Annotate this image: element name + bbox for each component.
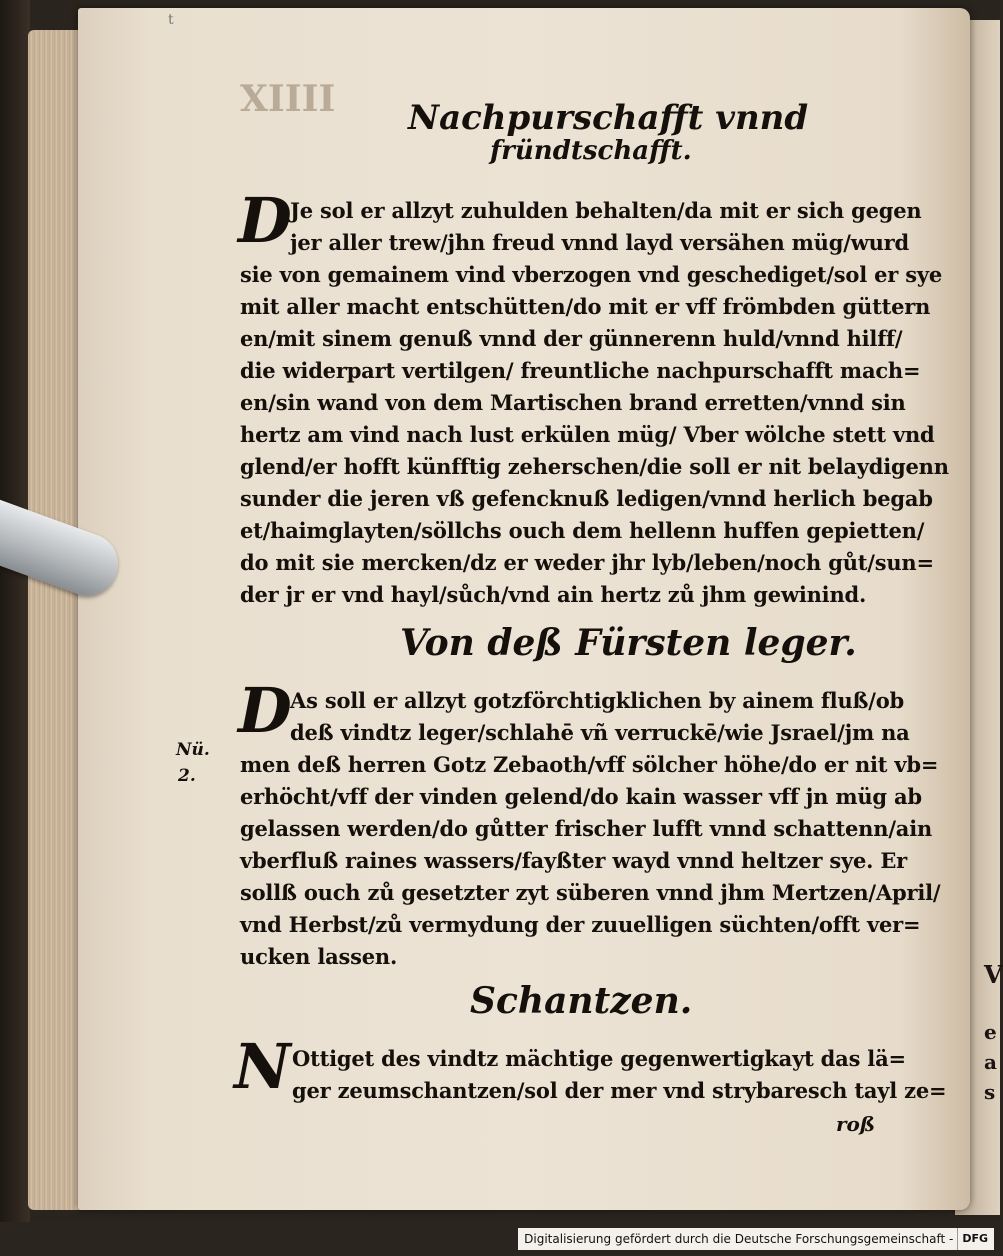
text-line: jer aller trew/jhn freud vnnd layd versähen müg/wurd [290, 230, 909, 255]
funding-credit [518, 1228, 994, 1250]
drop-initial-section3: N [234, 1030, 291, 1103]
text-line: do mit sie mercken/dz er weder jhr lyb/leben/noch gůt/sun= [240, 550, 934, 575]
drop-initial-section2: D [238, 674, 292, 747]
text-line: mit aller macht entschütten/do mit er vff frömbden güttern [240, 294, 931, 319]
text-line: deß vindtz leger/schlahē vñ verruckē/wie Jsrael/jm na [290, 720, 910, 745]
corner-mark: t [168, 12, 174, 28]
text-line: die widerpart vertilgen/ freuntliche nachpurschafft mach= [240, 358, 921, 383]
text-line: en/mit sinem genuß vnnd der günnerenn huld/vnnd hilff/ [240, 326, 903, 351]
text-line: en/sin wand von dem Martischen brand erretten/vnnd sin [240, 390, 906, 415]
text-line: vberfluß raines wassers/fayßter wayd vnnd heltzer sye. Er [240, 848, 908, 873]
text-line: et/haimglayten/söllchs ouch dem hellenn huffen gepietten/ [240, 518, 925, 543]
text-line: glend/er hofft künfftig zeherschen/die soll er nit belaydigenn [240, 454, 949, 479]
text-line: ger zeumschantzen/sol der mer vnd strybaresch tayl ze= [292, 1078, 947, 1103]
section-heading-fruendtschafft: fründtschafft. [490, 136, 692, 166]
catchword: roß [836, 1112, 876, 1136]
facing-page-fragment: a [984, 1050, 997, 1074]
text-line: gelassen werden/do gůtter frischer lufft vnnd schattenn/ain [240, 816, 933, 841]
section-heading-leger: Von deß Fürsten leger. [400, 622, 857, 664]
section-heading-schantzen: Schantzen. [470, 980, 693, 1022]
text-line: As soll er allzyt gotzförchtigklichen by ainem fluß/ob [290, 688, 905, 713]
facing-page-fragment: s [984, 1080, 996, 1104]
facing-page-fragment: V [984, 960, 1003, 989]
text-line: sie von gemainem vind vberzogen vnd geschediget/sol er sye [240, 262, 943, 287]
text-line: hertz am vind nach lust erkülen müg/ Vber wölche stett vnd [240, 422, 935, 447]
text-line: vnd Herbst/zů vermydung der zuuelligen süchten/offt ver= [240, 912, 921, 937]
margin-note-chapter: 2. [178, 766, 196, 786]
text-line: erhöcht/vff der vinden gelend/do kain wasser vff jn müg ab [240, 784, 922, 809]
margin-note-reference: Nü. [176, 740, 210, 760]
credit-text: Digitalisierung gefördert durch die Deutsche Forschungsgemeinschaft - [524, 1232, 954, 1246]
book-cover-edge [0, 0, 30, 1256]
facing-page-fragment: e [984, 1020, 997, 1044]
text-line: sunder die jeren vß gefencknuß ledigen/vnnd herlich begab [240, 486, 933, 511]
drop-initial-section1: D [238, 184, 292, 257]
section-heading-nachpurschafft: Nachpurschafft vnnd [408, 98, 809, 138]
text-line: men deß herren Gotz Zebaoth/vff sölcher höhe/do er nit vb= [240, 752, 939, 777]
text-line: sollß ouch zů gesetzter zyt süberen vnnd jhm Mertzen/April/ [240, 880, 941, 905]
text-line: Je sol er allzyt zuhulden behalten/da mit er sich gegen [290, 198, 922, 223]
dfg-logo: DFG [957, 1228, 988, 1250]
text-line: Ottiget des vindtz mächtige gegenwertigkayt das lä= [292, 1046, 906, 1071]
text-line: der jr er vnd hayl/sůch/vnd ain hertz zů jhm gewinind. [240, 582, 867, 607]
text-line: ucken lassen. [240, 944, 398, 969]
folio-mark: XIIII [240, 78, 336, 120]
